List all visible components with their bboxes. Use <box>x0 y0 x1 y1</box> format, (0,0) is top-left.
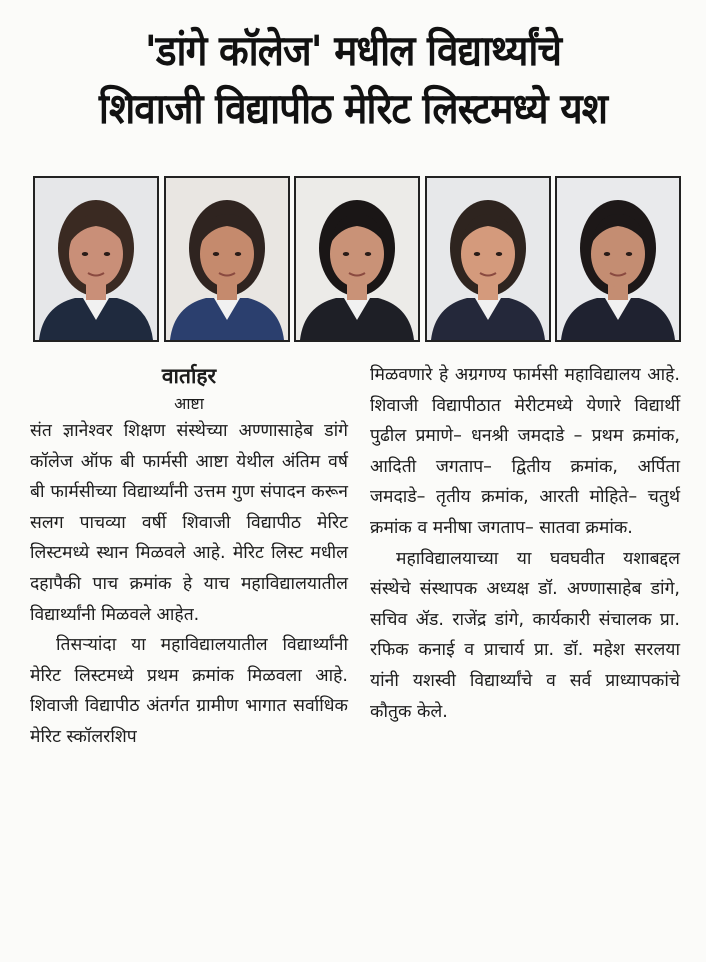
article-column-left <box>30 360 348 753</box>
student-portrait-1-icon <box>35 178 157 340</box>
student-photo-5 <box>555 176 681 342</box>
article-paragraph: मिळवणारे हे अग्रगण्य फार्मसी महाविद्यालय आहे. शिवाजी विद्यापीठात मेरीटमध्ये येणारे विद्यार्थी पुढील प्रमाणे– धनश्री जमदाडे – प्रथम क्रमांक, आदिती जगताप– द्वितीय क्रमांक, अर्पिता जमदाडे– तृतीय क्रमांक, आरती मोहिते– चतुर्थ क्रमांक व मनीषा जगताप– सातवा क्रमांक. <box>370 365 680 538</box>
student-photo-4 <box>425 176 551 342</box>
article-paragraph: संत ज्ञानेश्वर शिक्षण संस्थेच्या अण्णासाहेब डांगे कॉलेज ऑफ बी फार्मसी आष्टा येथील अंतिम वर्ष बी फार्मसीच्या विद्यार्थ्यांनी उत्तम गुण संपादन करून सलग पाचव्या वर्षी शिवाजी विद्यापीठ मेरिट लिस्टमध्ये स्थान मिळवले आहे. मेरिट लिस्ट मधील दहापैकी पाच क्रमांक हे याच महाविद्यालयातील विद्यार्थ्यांनी मिळवले आहेत. <box>30 421 348 625</box>
student-portrait-3-icon <box>296 178 418 340</box>
article-paragraph: महाविद्यालयाच्या या घवघवीत यशाबद्दल संस्थेचे संस्थापक अध्यक्ष डॉ. अण्णासाहेब डांगे, सचिव ॲड. राजेंद्र डांगे, कार्यकारी संचालक प्रा. रफिक कनाई व प्राचार्य प्रा. डॉ. महेश सरलया यांनी यशस्वी विद्यार्थ्यांचे व सर्व प्राध्यापकांचे कौतुक केले. <box>370 548 680 722</box>
headline <box>28 22 678 138</box>
article-column-right <box>370 360 680 727</box>
dateline-place: आष्टा <box>174 394 204 413</box>
article-paragraph: तिसऱ्यांदा या महाविद्यालयातील विद्यार्थ्यांनी मेरिट लिस्टमध्ये प्रथम क्रमांक मिळवला आहे. शिवाजी विद्यापीठ अंतर्गत ग्रामीण भागात सर्वाधिक मेरिट स्कॉलरशिप <box>30 635 348 747</box>
student-portrait-2-icon <box>166 178 288 340</box>
student-portrait-5-icon <box>557 178 679 340</box>
student-portrait-4-icon <box>427 178 549 340</box>
photo-strip <box>33 176 681 342</box>
student-photo-1 <box>33 176 159 342</box>
student-photo-2 <box>164 176 290 342</box>
student-photo-3 <box>294 176 420 342</box>
byline: वार्ताहर <box>161 364 217 388</box>
headline-line-1: 'डांगे कॉलेज' मधील विद्यार्थ्यांचे <box>144 26 562 75</box>
headline-line-2: शिवाजी विद्यापीठ मेरिट लिस्टमध्ये यश <box>98 84 608 133</box>
